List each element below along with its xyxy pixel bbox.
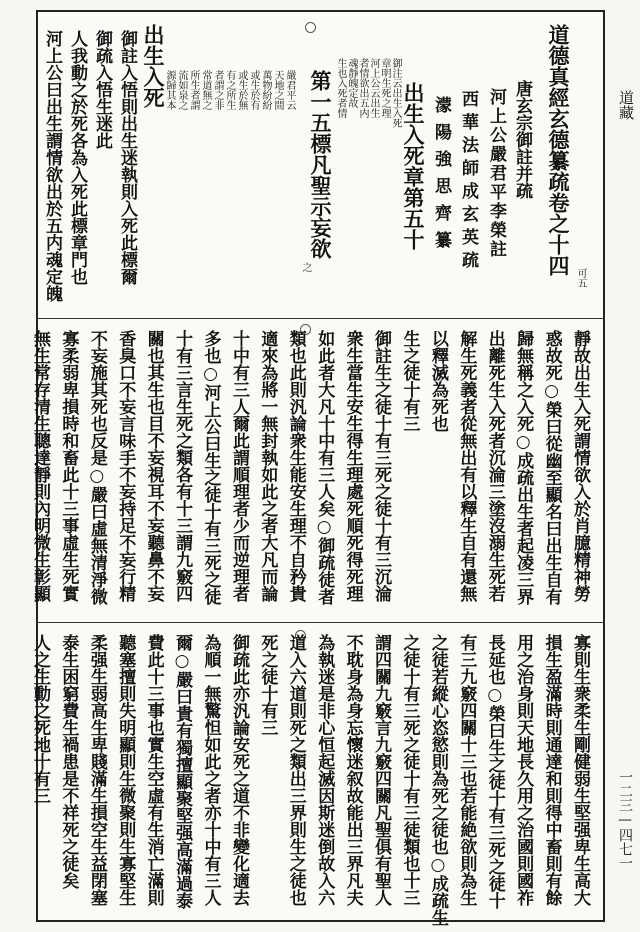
main-text-column: 御註入悟則出生迷執則入死此標爾 — [117, 30, 137, 285]
volume-title: 道德真經玄德纂疏卷之十四 — [546, 24, 571, 276]
text-column: 御疏此亦汎論安死之道不非變化適去 — [228, 634, 249, 906]
text-column: 為執迷是非心恒起滅因斯迷倒故入六 — [314, 634, 335, 906]
text-column: 關也其生也目不妄視耳不妄聽鼻不妄 — [143, 330, 164, 602]
chapter-heading: 出生入死章第五十 — [401, 82, 426, 250]
author-line: 西華法師成玄英疏 — [458, 90, 478, 274]
panel-divider-bottom — [36, 622, 605, 623]
text-column: 御註生之徒十有三死之徒十有三沉淪 — [371, 330, 392, 602]
commentary-small: 或生於無 — [236, 70, 247, 110]
text-column: 歸無稱之入死○成疏出生者起凌三界 — [513, 330, 534, 605]
main-text-column: 河上公曰出生謂情欲出於五内魂定魄 — [42, 30, 62, 302]
text-column: 聽塞擅則失明顯則生微聚則生寡堅生 — [115, 634, 136, 906]
panel-divider-top — [36, 318, 605, 319]
chapter-note: 河上公云出生 — [368, 58, 379, 118]
text-column: 出離死生入死者沉淪三塗沒溺生死若 — [484, 330, 505, 602]
text-column: 道入六道則死之類出三界則生之徒也 — [285, 634, 306, 906]
commentary-small: 流如泉之 — [176, 70, 187, 110]
text-column: 人之生動之死地十有三 — [30, 634, 50, 804]
commentary-small: 萬物紛紛 — [260, 70, 271, 110]
author-line: 濛陽強思齊纂 — [431, 96, 451, 258]
text-column: 無生常存清生聰達靜則內明微生彰顯 — [30, 330, 50, 602]
text-column: 香臭口不妄言味手不妄持足不妄行精 — [115, 330, 136, 602]
text-column: 十中有三人爾此謂順理者少而逆理者 — [228, 330, 249, 602]
commentary-small: 或生於有 — [248, 70, 259, 110]
text-column: 靜故出生入死謂情欲入於肖臆精神勞 — [570, 330, 590, 602]
text-column: 損生盈滿時則通達和則得中畜則有餘 — [541, 634, 562, 906]
text-column: 衆生當生安生得生理處死順死得死理 — [342, 330, 363, 602]
text-column: 有三九竅四關十三也若能絶欲則為生 — [456, 634, 477, 906]
author-line: 唐玄宗御註并疏 — [512, 80, 532, 199]
title-tag: 可五 — [575, 268, 586, 288]
chapter-note: 御注云出生入死 — [390, 58, 401, 128]
main-text-column: 御疏入悟生迷此 — [92, 30, 112, 149]
commentary-small: 常道無之 — [200, 70, 211, 110]
commentary-small: 所生者謂 — [188, 70, 199, 110]
text-column: 不妄施其死也反是○嚴曰虛無清淨微 — [86, 330, 107, 605]
text-column: 謂四關九竅言九竅四關凡聖俱有聖人 — [371, 634, 392, 906]
chapter-note: 章明生死之理 — [379, 58, 390, 118]
commentary-small: 有之所生 — [224, 70, 235, 110]
text-column: 為順一無驚怛如此之者亦十中有三人 — [200, 634, 221, 906]
chapter-note: 魂靜魄定故 — [346, 58, 357, 108]
text-column: 長延也○榮曰生之徒十有三死之徒十 — [484, 634, 505, 909]
text-column: 用之治身則天地長久用之治國則國祚 — [513, 634, 534, 906]
text-column: 以釋滅為死也 — [427, 330, 448, 432]
text-column: 解生死義者從無出有以釋生自有還無 — [456, 330, 477, 602]
page-number: 一二三—四七一 — [617, 770, 633, 870]
text-column: 費此十三事也實生空虛有生消亡滿則 — [143, 634, 164, 906]
text-column: 泰生困窮費生禍患是不祥死之徒矣 — [58, 634, 79, 889]
text-column: 寡柔弱卑損時和畜此十三事虛生死實 — [58, 330, 79, 602]
text-column: 十有三言生死之類各有十三謂九竅四 — [172, 330, 193, 602]
text-column: 生之徒十有三 — [399, 330, 420, 432]
main-text-column: 人我動之於死各為入死此標章門也 — [67, 30, 87, 285]
section-heading: 第一五標凡聖示妄欲 — [308, 70, 333, 259]
commentary-small: 者謂之非 — [212, 70, 223, 110]
text-column: 多也○河上公曰生之徒十有三死之徒 — [200, 330, 221, 605]
commentary-small: 天地之間 — [272, 70, 283, 110]
text-column: 類也此則汎論衆生能安生理不自矜貴 — [285, 330, 306, 602]
text-column: 死之徒十有三 — [257, 634, 278, 736]
text-column: 適來為將一無封執如此之者大凡而論 — [257, 330, 278, 602]
binding-hole-icon — [305, 22, 316, 33]
commentary-small: 源歸其本 — [164, 70, 175, 110]
chapter-note: 生也入死者情 — [335, 58, 346, 118]
text-column: 柔强生弱高生卑賤滿生損空生益閉塞 — [86, 634, 107, 906]
collection-label: 道藏 — [617, 90, 635, 120]
commentary-small: 嚴君平云 — [284, 70, 295, 110]
chapter-note: 者情欲出五内 — [357, 58, 368, 118]
text-column: 不耽身為身忘懷迷叙故能出三界凡夫 — [342, 634, 363, 906]
main-text-column: 出生入死 — [141, 24, 166, 108]
text-column: 之徒若縱心恣慾則為死之徒也○成疏生 — [427, 634, 448, 926]
author-line: 河上公嚴君平李榮註 — [486, 88, 506, 259]
text-column: 爾○嚴曰貴有獨擅顯聚堅强高滿過泰 — [172, 634, 193, 909]
text-column: 惑故死○榮曰從幽至顯名曰出生自有 — [541, 330, 562, 605]
section-note: 之 — [300, 262, 311, 272]
text-column: 之徒十有三死之徒十有三徒類也十三 — [399, 634, 420, 906]
text-column: 如此者大凡十中有三人矣○御疏徒者 — [314, 330, 335, 605]
text-column: 寡則生衆柔生剛健弱生堅强卑生高大 — [570, 634, 590, 906]
